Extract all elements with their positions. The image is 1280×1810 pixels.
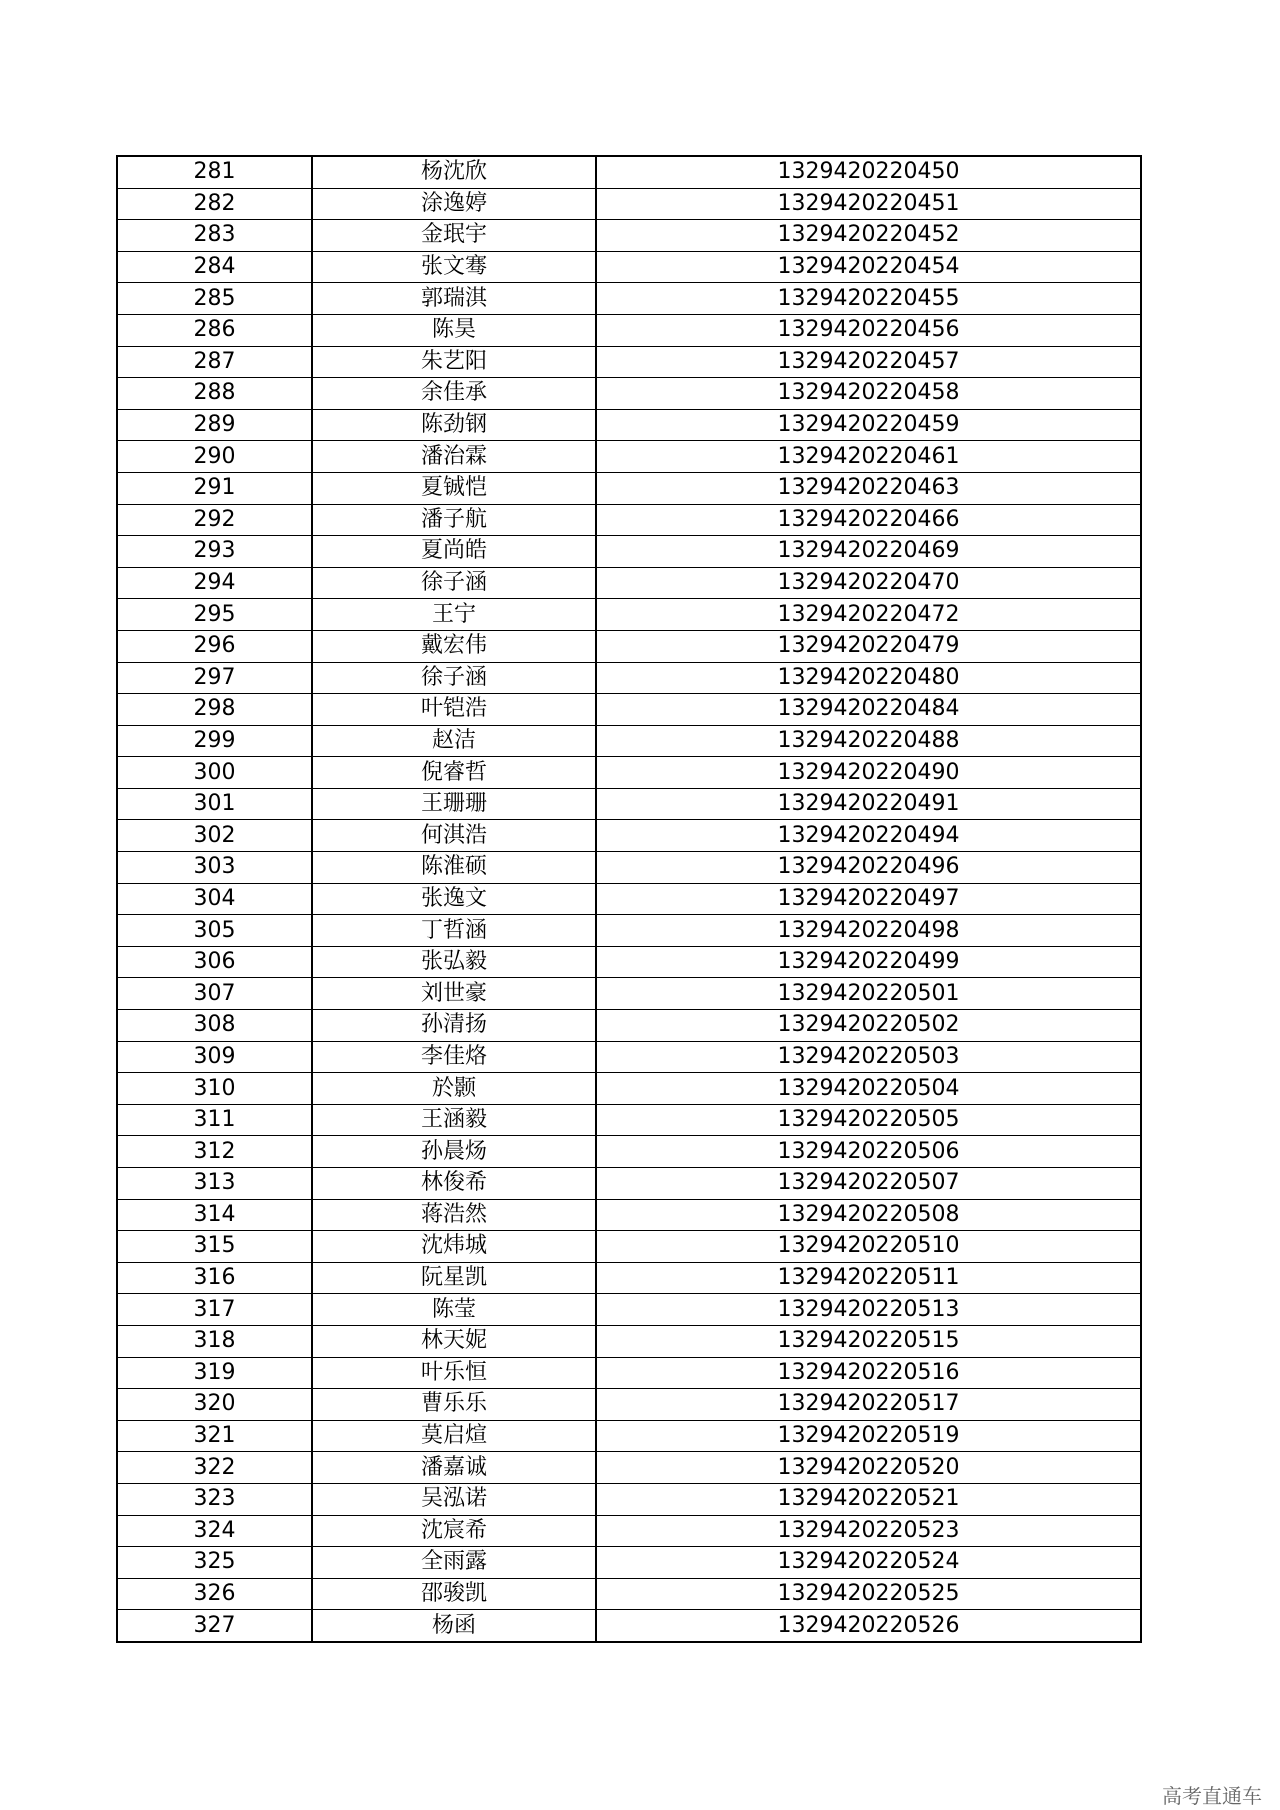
row-index-cell: 307 [117, 978, 312, 1010]
student-name-cell: 戴宏伟 [312, 630, 596, 662]
row-index-cell: 283 [117, 220, 312, 252]
table-row [117, 946, 1141, 978]
student-name-cell: 杨沈欣 [312, 156, 596, 188]
student-name-cell: 王宁 [312, 599, 596, 631]
student-id-cell: 1329420220524 [596, 1547, 1141, 1579]
row-index-cell: 308 [117, 1010, 312, 1042]
row-index-cell: 306 [117, 946, 312, 978]
table-row [117, 1610, 1141, 1642]
table-row [117, 251, 1141, 283]
student-id-cell: 1329420220502 [596, 1010, 1141, 1042]
table-row [117, 883, 1141, 915]
table-row [117, 1168, 1141, 1200]
row-index-cell: 300 [117, 757, 312, 789]
student-id-cell: 1329420220510 [596, 1231, 1141, 1263]
row-index-cell: 285 [117, 283, 312, 315]
table-row [117, 314, 1141, 346]
row-index-cell: 326 [117, 1578, 312, 1610]
row-index-cell: 295 [117, 599, 312, 631]
table-row [117, 1357, 1141, 1389]
row-index-cell: 309 [117, 1041, 312, 1073]
student-id-cell: 1329420220454 [596, 251, 1141, 283]
student-id-cell: 1329420220519 [596, 1420, 1141, 1452]
student-id-cell: 1329420220511 [596, 1262, 1141, 1294]
table-row [117, 536, 1141, 568]
student-id-cell: 1329420220497 [596, 883, 1141, 915]
student-id-cell: 1329420220494 [596, 820, 1141, 852]
table-row [117, 220, 1141, 252]
student-id-cell: 1329420220516 [596, 1357, 1141, 1389]
row-index-cell: 322 [117, 1452, 312, 1484]
table-row [117, 1262, 1141, 1294]
table-row [117, 852, 1141, 884]
student-name-cell: 沈宸希 [312, 1515, 596, 1547]
table-row [117, 757, 1141, 789]
row-index-cell: 323 [117, 1483, 312, 1515]
table-row [117, 1010, 1141, 1042]
student-name-cell: 林俊希 [312, 1168, 596, 1200]
table-row [117, 820, 1141, 852]
row-index-cell: 305 [117, 915, 312, 947]
student-id-cell: 1329420220505 [596, 1104, 1141, 1136]
row-index-cell: 311 [117, 1104, 312, 1136]
student-id-cell: 1329420220523 [596, 1515, 1141, 1547]
table-row [117, 1136, 1141, 1168]
table-row [117, 1483, 1141, 1515]
table-row [117, 1420, 1141, 1452]
roster-table [116, 155, 1142, 1643]
row-index-cell: 324 [117, 1515, 312, 1547]
student-name-cell: 叶乐恒 [312, 1357, 596, 1389]
student-name-cell: 徐子涵 [312, 567, 596, 599]
table-row [117, 1578, 1141, 1610]
table-row [117, 156, 1141, 188]
student-name-cell: 孙清扬 [312, 1010, 596, 1042]
table-row [117, 978, 1141, 1010]
row-index-cell: 318 [117, 1325, 312, 1357]
student-name-cell: 丁哲涵 [312, 915, 596, 947]
student-name-cell: 王涵毅 [312, 1104, 596, 1136]
row-index-cell: 325 [117, 1547, 312, 1579]
row-index-cell: 293 [117, 536, 312, 568]
student-name-cell: 刘世豪 [312, 978, 596, 1010]
student-id-cell: 1329420220469 [596, 536, 1141, 568]
table-row [117, 378, 1141, 410]
student-id-cell: 1329420220501 [596, 978, 1141, 1010]
student-name-cell: 夏铖恺 [312, 472, 596, 504]
student-name-cell: 全雨露 [312, 1547, 596, 1579]
student-id-cell: 1329420220507 [596, 1168, 1141, 1200]
table-row [117, 1041, 1141, 1073]
student-id-cell: 1329420220457 [596, 346, 1141, 378]
student-id-cell: 1329420220479 [596, 630, 1141, 662]
table-row [117, 788, 1141, 820]
student-id-cell: 1329420220459 [596, 409, 1141, 441]
student-name-cell: 陈淮硕 [312, 852, 596, 884]
row-index-cell: 294 [117, 567, 312, 599]
student-id-cell: 1329420220451 [596, 188, 1141, 220]
student-id-cell: 1329420220488 [596, 725, 1141, 757]
student-name-cell: 杨函 [312, 1610, 596, 1642]
student-id-cell: 1329420220491 [596, 788, 1141, 820]
watermark: 高考直通车 [1162, 1784, 1262, 1808]
student-id-cell: 1329420220499 [596, 946, 1141, 978]
row-index-cell: 298 [117, 694, 312, 726]
table-row [117, 441, 1141, 473]
student-id-cell: 1329420220455 [596, 283, 1141, 315]
student-id-cell: 1329420220526 [596, 1610, 1141, 1642]
student-name-cell: 沈炜城 [312, 1231, 596, 1263]
student-name-cell: 张文骞 [312, 251, 596, 283]
student-id-cell: 1329420220470 [596, 567, 1141, 599]
student-id-cell: 1329420220513 [596, 1294, 1141, 1326]
row-index-cell: 310 [117, 1073, 312, 1105]
row-index-cell: 288 [117, 378, 312, 410]
student-id-cell: 1329420220508 [596, 1199, 1141, 1231]
table-row [117, 662, 1141, 694]
student-name-cell: 孙晨炀 [312, 1136, 596, 1168]
student-id-cell: 1329420220517 [596, 1389, 1141, 1421]
table-row [117, 1231, 1141, 1263]
student-name-cell: 夏尚皓 [312, 536, 596, 568]
student-name-cell: 潘嘉诚 [312, 1452, 596, 1484]
student-name-cell: 於颢 [312, 1073, 596, 1105]
student-name-cell: 叶铠浩 [312, 694, 596, 726]
table-row [117, 283, 1141, 315]
student-name-cell: 金珉宇 [312, 220, 596, 252]
table-row [117, 599, 1141, 631]
table-row [117, 1389, 1141, 1421]
student-id-cell: 1329420220521 [596, 1483, 1141, 1515]
row-index-cell: 313 [117, 1168, 312, 1200]
student-id-cell: 1329420220472 [596, 599, 1141, 631]
student-name-cell: 林天妮 [312, 1325, 596, 1357]
student-id-cell: 1329420220466 [596, 504, 1141, 536]
student-name-cell: 张弘毅 [312, 946, 596, 978]
row-index-cell: 297 [117, 662, 312, 694]
row-index-cell: 291 [117, 472, 312, 504]
row-index-cell: 320 [117, 1389, 312, 1421]
student-id-cell: 1329420220506 [596, 1136, 1141, 1168]
table-row [117, 725, 1141, 757]
table-row [117, 1547, 1141, 1579]
row-index-cell: 289 [117, 409, 312, 441]
student-id-cell: 1329420220450 [596, 156, 1141, 188]
student-name-cell: 陈劲钢 [312, 409, 596, 441]
row-index-cell: 286 [117, 314, 312, 346]
student-id-cell: 1329420220484 [596, 694, 1141, 726]
table-row [117, 1294, 1141, 1326]
table-row [117, 1199, 1141, 1231]
student-name-cell: 莫启煊 [312, 1420, 596, 1452]
row-index-cell: 296 [117, 630, 312, 662]
table-row [117, 1073, 1141, 1105]
table-row [117, 630, 1141, 662]
student-id-cell: 1329420220452 [596, 220, 1141, 252]
row-index-cell: 290 [117, 441, 312, 473]
student-name-cell: 涂逸婷 [312, 188, 596, 220]
row-index-cell: 281 [117, 156, 312, 188]
table-row [117, 409, 1141, 441]
table-row [117, 694, 1141, 726]
table-row [117, 915, 1141, 947]
roster-body [117, 156, 1141, 1642]
row-index-cell: 287 [117, 346, 312, 378]
row-index-cell: 327 [117, 1610, 312, 1642]
student-name-cell: 陈莹 [312, 1294, 596, 1326]
table-row [117, 1325, 1141, 1357]
student-name-cell: 阮星凯 [312, 1262, 596, 1294]
student-id-cell: 1329420220490 [596, 757, 1141, 789]
student-name-cell: 余佳承 [312, 378, 596, 410]
student-name-cell: 倪睿哲 [312, 757, 596, 789]
row-index-cell: 292 [117, 504, 312, 536]
student-name-cell: 何淇浩 [312, 820, 596, 852]
student-name-cell: 朱艺阳 [312, 346, 596, 378]
row-index-cell: 316 [117, 1262, 312, 1294]
row-index-cell: 321 [117, 1420, 312, 1452]
row-index-cell: 302 [117, 820, 312, 852]
row-index-cell: 317 [117, 1294, 312, 1326]
table-row [117, 188, 1141, 220]
student-name-cell: 陈昊 [312, 314, 596, 346]
table-row [117, 504, 1141, 536]
student-id-cell: 1329420220515 [596, 1325, 1141, 1357]
row-index-cell: 312 [117, 1136, 312, 1168]
student-name-cell: 邵骏凯 [312, 1578, 596, 1610]
table-row [117, 346, 1141, 378]
row-index-cell: 314 [117, 1199, 312, 1231]
student-id-cell: 1329420220496 [596, 852, 1141, 884]
table-row [117, 1104, 1141, 1136]
student-name-cell: 曹乐乐 [312, 1389, 596, 1421]
student-id-cell: 1329420220525 [596, 1578, 1141, 1610]
student-name-cell: 张逸文 [312, 883, 596, 915]
student-name-cell: 潘治霖 [312, 441, 596, 473]
student-id-cell: 1329420220503 [596, 1041, 1141, 1073]
student-id-cell: 1329420220458 [596, 378, 1141, 410]
student-name-cell: 徐子涵 [312, 662, 596, 694]
row-index-cell: 304 [117, 883, 312, 915]
row-index-cell: 284 [117, 251, 312, 283]
student-name-cell: 赵洁 [312, 725, 596, 757]
row-index-cell: 282 [117, 188, 312, 220]
row-index-cell: 299 [117, 725, 312, 757]
table-row [117, 1452, 1141, 1484]
student-id-cell: 1329420220456 [596, 314, 1141, 346]
student-id-cell: 1329420220498 [596, 915, 1141, 947]
student-name-cell: 郭瑞淇 [312, 283, 596, 315]
student-name-cell: 蒋浩然 [312, 1199, 596, 1231]
student-id-cell: 1329420220520 [596, 1452, 1141, 1484]
student-name-cell: 李佳烙 [312, 1041, 596, 1073]
row-index-cell: 315 [117, 1231, 312, 1263]
student-name-cell: 吴泓诺 [312, 1483, 596, 1515]
student-name-cell: 潘子航 [312, 504, 596, 536]
row-index-cell: 319 [117, 1357, 312, 1389]
table-row [117, 472, 1141, 504]
table-row [117, 567, 1141, 599]
student-id-cell: 1329420220461 [596, 441, 1141, 473]
student-name-cell: 王珊珊 [312, 788, 596, 820]
table-row [117, 1515, 1141, 1547]
student-id-cell: 1329420220463 [596, 472, 1141, 504]
row-index-cell: 303 [117, 852, 312, 884]
row-index-cell: 301 [117, 788, 312, 820]
student-id-cell: 1329420220504 [596, 1073, 1141, 1105]
student-id-cell: 1329420220480 [596, 662, 1141, 694]
